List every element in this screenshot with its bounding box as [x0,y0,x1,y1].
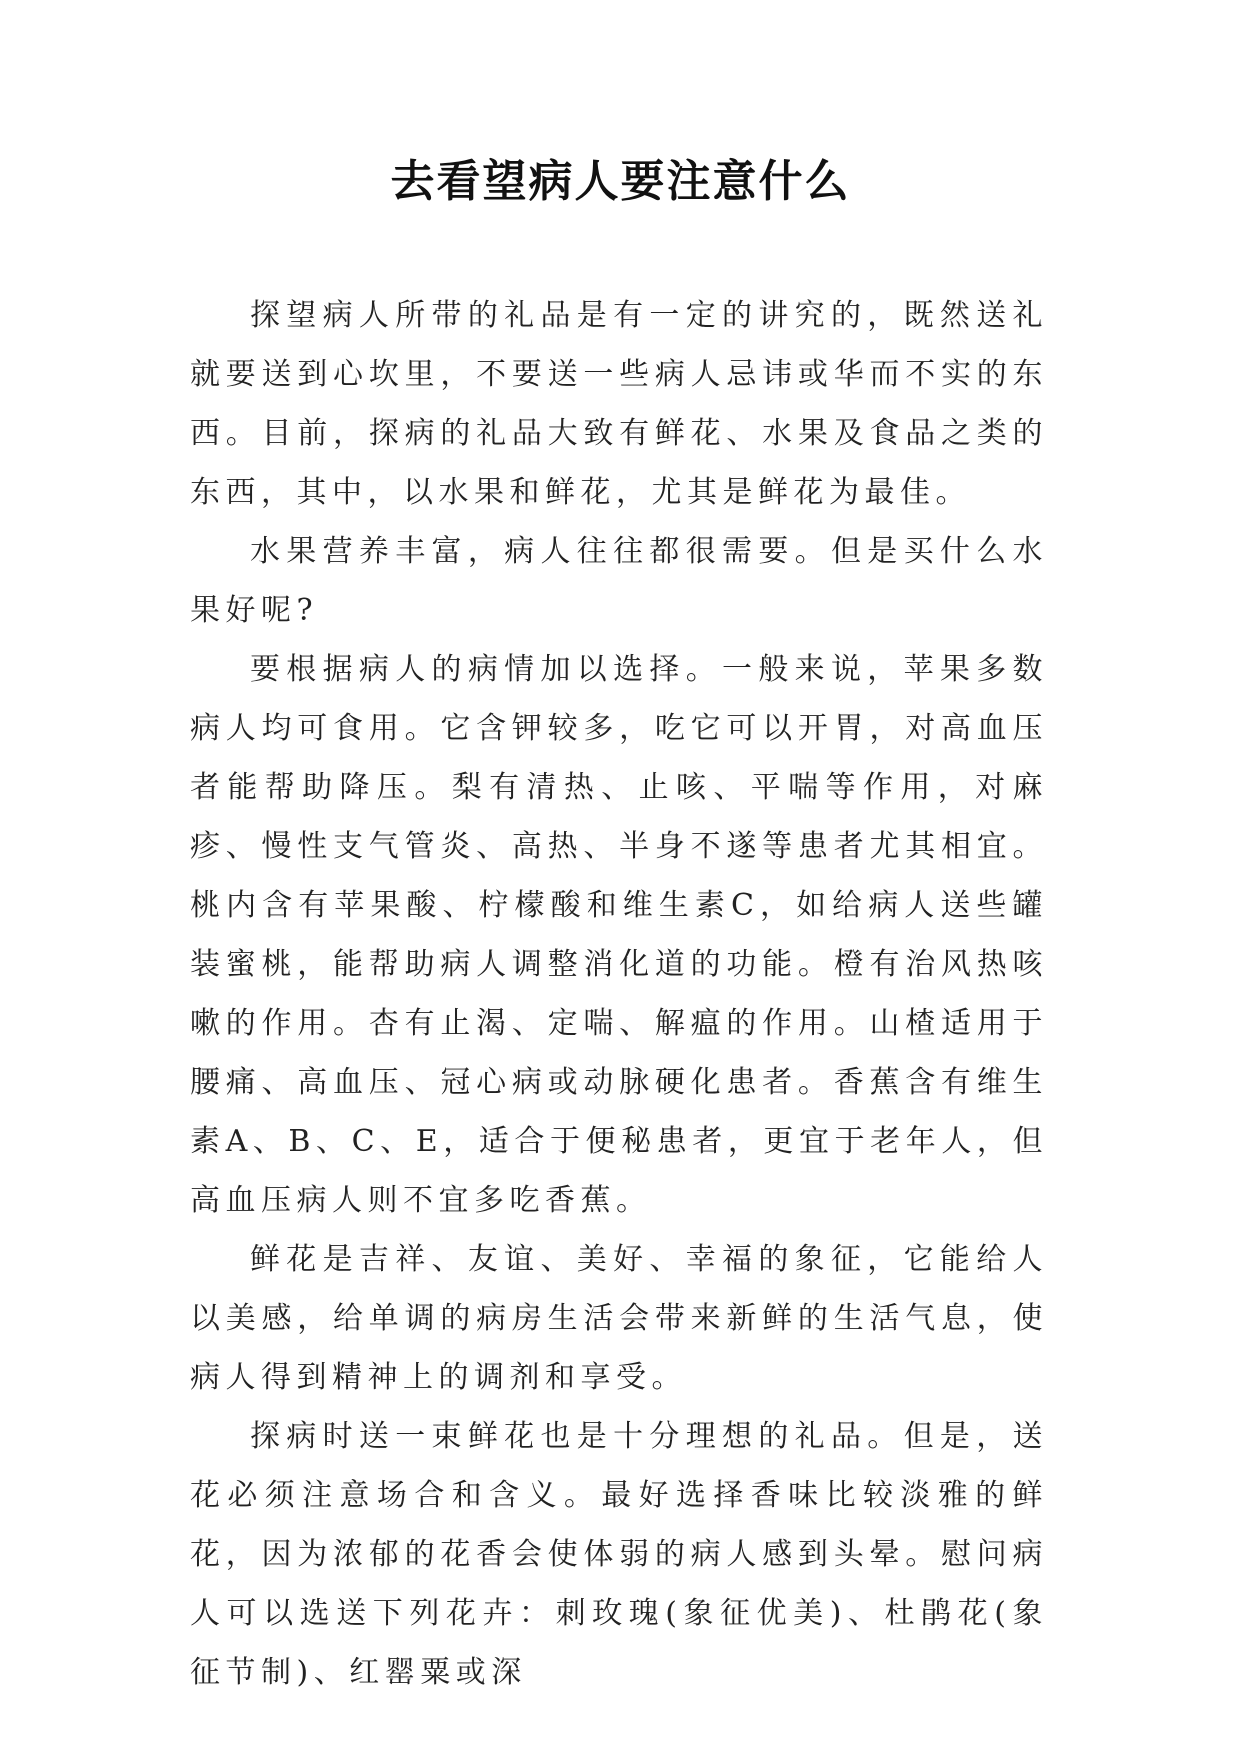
document-body [190,286,1048,1702]
paragraph-1: 探望病人所带的礼品是有一定的讲究的，既然送礼就要送到心坎里，不要送一些病人忌讳或华而不实的东西。目前，探病的礼品大致有鲜花、水果及食品之类的东西，其中，以水果和鲜花，尤其是鲜花为最佳。 [190,298,1048,510]
paragraph-2: 水果营养丰富，病人往往都很需要。但是买什么水果好呢? [190,534,1048,628]
paragraph-3: 要根据病人的病情加以选择。一般来说，苹果多数病人均可食用。它含钾较多，吃它可以开胃，对高血压者能帮助降压。梨有清热、止咳、平喘等作用，对麻疹、慢性支气管炎、高热、半身不遂等患者尤其相宜。桃内含有苹果酸、柠檬酸和维生素C，如给病人送些罐装蜜桃，能帮助病人调整消化道的功能。橙有治风热咳嗽的作用。杏有止渴、定喘、解瘟的作用。山楂适用于腰痛、高血压、冠心病或动脉硬化患者。香蕉含有维生素A、B、C、E，适合于便秘患者，更宜于老年人，但高血压病人则不宜多吃香蕉。 [190,652,1048,1218]
document-title: 去看望病人要注意什么 [390,156,851,207]
paragraph-5: 探病时送一束鲜花也是十分理想的礼品。但是，送花必须注意场合和含义。最好选择香味比较淡雅的鲜花，因为浓郁的花香会使体弱的病人感到头晕。慰问病人可以选送下列花卉：刺玫瑰(象征优美)、杜鹃花(象征节制)、红罂粟或深 [190,1419,1048,1690]
paragraph-4: 鲜花是吉祥、友谊、美好、幸福的象征，它能给人以美感，给单调的病房生活会带来新鲜的生活气息，使病人得到精神上的调剂和享受。 [190,1242,1048,1395]
